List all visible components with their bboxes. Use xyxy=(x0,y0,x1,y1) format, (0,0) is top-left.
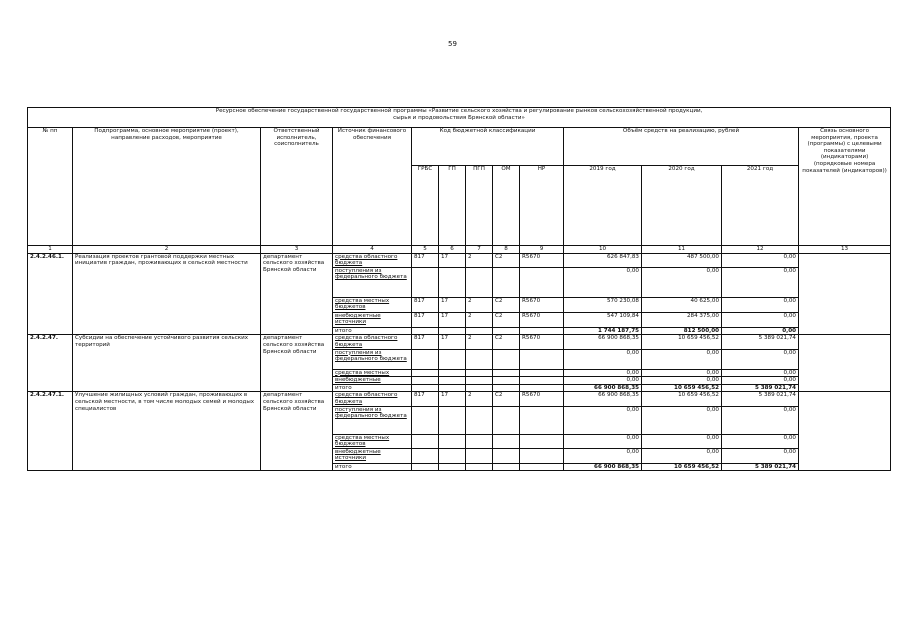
header-link: Связь основного мероприятия, проекта (программы) с целевыми показателями (индикаторами) (порядковые номера показателей (индикаторов)) xyxy=(799,128,891,246)
amount-2020: 10 659 456,52 xyxy=(642,335,722,349)
code-grbs xyxy=(412,369,439,377)
indicator-link xyxy=(799,253,891,335)
resource-table xyxy=(27,107,891,471)
amount-2020: 0,00 xyxy=(642,406,722,434)
code-grbs xyxy=(412,463,439,471)
code-gp: 17 xyxy=(439,312,466,327)
funding-source: средства местных бюджетов xyxy=(333,434,412,448)
indicator-link xyxy=(799,392,891,471)
code-grbs xyxy=(412,434,439,448)
item-name: Субсидии на обеспечение устойчивого развития сельских территорий xyxy=(73,335,261,392)
code-nr: R5670 xyxy=(520,335,564,349)
amount-2021: 0,00 xyxy=(722,377,799,385)
code-nr xyxy=(520,267,564,297)
amount-2019: 0,00 xyxy=(564,369,642,377)
amount-2021: 0,00 xyxy=(722,434,799,448)
code-gp xyxy=(439,448,466,463)
amount-2021: 5 389 021,74 xyxy=(722,463,799,471)
amount-2019: 66 900 868,35 xyxy=(564,392,642,406)
code-pgp xyxy=(466,327,493,335)
code-pgp: 2 xyxy=(466,335,493,349)
page-number: 59 xyxy=(448,40,457,48)
col-number: 11 xyxy=(642,246,722,254)
funding-source: поступления из федерального бюджета xyxy=(333,267,412,297)
amount-2020: 487 500,00 xyxy=(642,253,722,267)
amount-2021: 0,00 xyxy=(722,267,799,297)
amount-2020: 812 500,00 xyxy=(642,327,722,335)
col-number: 12 xyxy=(722,246,799,254)
code-om: С2 xyxy=(493,312,520,327)
code-nr: R5670 xyxy=(520,312,564,327)
amount-2020: 10 659 456,52 xyxy=(642,384,722,392)
code-grbs xyxy=(412,448,439,463)
code-grbs: 817 xyxy=(412,312,439,327)
funding-source: средства местных бюджетов xyxy=(333,297,412,312)
code-pgp xyxy=(466,463,493,471)
item-number: 2.4.2.47.1. xyxy=(28,392,73,471)
item-executor: департамент сельского хозяйства Брянской области xyxy=(261,392,333,471)
code-grbs xyxy=(412,406,439,434)
col-number: 7 xyxy=(466,246,493,254)
code-om xyxy=(493,463,520,471)
header-om: ОМ xyxy=(493,166,520,246)
code-grbs xyxy=(412,384,439,392)
code-gp xyxy=(439,369,466,377)
amount-2021: 0,00 xyxy=(722,406,799,434)
code-om xyxy=(493,349,520,369)
code-gp: 17 xyxy=(439,335,466,349)
code-grbs xyxy=(412,267,439,297)
code-pgp: 2 xyxy=(466,297,493,312)
amount-2019: 0,00 xyxy=(564,448,642,463)
col-number: 3 xyxy=(261,246,333,254)
code-gp xyxy=(439,384,466,392)
code-grbs: 817 xyxy=(412,335,439,349)
col-number: 1 xyxy=(28,246,73,254)
funding-source: итого xyxy=(333,327,412,335)
funding-source: поступления из федерального бюджета xyxy=(333,406,412,434)
code-om xyxy=(493,448,520,463)
table-title xyxy=(28,108,891,128)
amount-2021: 0,00 xyxy=(722,312,799,327)
code-om: С2 xyxy=(493,253,520,267)
code-pgp: 2 xyxy=(466,312,493,327)
code-pgp xyxy=(466,349,493,369)
code-nr: R5670 xyxy=(520,297,564,312)
amount-2019: 66 900 868,35 xyxy=(564,335,642,349)
funding-source: поступления из федерального бюджета xyxy=(333,349,412,369)
amount-2020: 0,00 xyxy=(642,448,722,463)
amount-2019: 0,00 xyxy=(564,377,642,385)
funding-source: итого xyxy=(333,384,412,392)
code-om xyxy=(493,384,520,392)
code-gp: 17 xyxy=(439,392,466,406)
code-pgp xyxy=(466,267,493,297)
item-name: Улучшение жилищных условий граждан, проживающих в сельской местности, в том числе молодых семей и молодых специалистов xyxy=(73,392,261,471)
item-number: 2.4.2.47. xyxy=(28,335,73,392)
amount-2021: 5 389 021,74 xyxy=(722,335,799,349)
header-nr: НР xyxy=(520,166,564,246)
code-grbs: 817 xyxy=(412,297,439,312)
funding-source: средства областного бюджета xyxy=(333,392,412,406)
funding-source: внебюджетные источники xyxy=(333,312,412,327)
code-om xyxy=(493,434,520,448)
code-grbs: 817 xyxy=(412,253,439,267)
code-gp xyxy=(439,349,466,369)
table-row xyxy=(28,335,891,349)
code-pgp xyxy=(466,369,493,377)
code-gp xyxy=(439,377,466,385)
header-exec: Ответственный исполнитель, соисполнитель xyxy=(261,128,333,246)
table-row xyxy=(28,392,891,406)
code-om xyxy=(493,369,520,377)
amount-2021: 0,00 xyxy=(722,349,799,369)
amount-2019: 66 900 868,35 xyxy=(564,384,642,392)
code-pgp: 2 xyxy=(466,253,493,267)
header-grbs: ГРБС xyxy=(412,166,439,246)
code-pgp xyxy=(466,434,493,448)
col-number: 4 xyxy=(333,246,412,254)
indicator-link xyxy=(799,335,891,392)
col-number: 9 xyxy=(520,246,564,254)
code-pgp: 2 xyxy=(466,392,493,406)
header-budget-code: Код бюджетной классификации xyxy=(412,128,564,166)
code-nr xyxy=(520,327,564,335)
amount-2020: 0,00 xyxy=(642,267,722,297)
code-gp xyxy=(439,463,466,471)
code-pgp xyxy=(466,448,493,463)
header-pgp: ПГП xyxy=(466,166,493,246)
code-grbs xyxy=(412,349,439,369)
amount-2020: 0,00 xyxy=(642,377,722,385)
amount-2019: 626 847,83 xyxy=(564,253,642,267)
amount-2021: 5 389 021,74 xyxy=(722,392,799,406)
amount-2020: 40 625,00 xyxy=(642,297,722,312)
code-gp: 17 xyxy=(439,253,466,267)
code-om xyxy=(493,406,520,434)
col-number: 10 xyxy=(564,246,642,254)
header-num: № пп xyxy=(28,128,73,246)
code-pgp xyxy=(466,406,493,434)
amount-2020: 0,00 xyxy=(642,369,722,377)
header-source: Источник финансового обеспечения xyxy=(333,128,412,246)
code-nr xyxy=(520,448,564,463)
funding-source: внебюджетные источники xyxy=(333,448,412,463)
amount-2019: 1 744 187,75 xyxy=(564,327,642,335)
col-number: 13 xyxy=(799,246,891,254)
code-nr: R5670 xyxy=(520,253,564,267)
amount-2021: 0,00 xyxy=(722,369,799,377)
funding-source: средства местных xyxy=(333,369,412,377)
col-number: 8 xyxy=(493,246,520,254)
amount-2019: 570 230,08 xyxy=(564,297,642,312)
amount-2020: 284 375,00 xyxy=(642,312,722,327)
code-om: С2 xyxy=(493,392,520,406)
code-gp xyxy=(439,327,466,335)
code-nr xyxy=(520,377,564,385)
header-volume: Объём средств на реализацию, рублей xyxy=(564,128,799,166)
item-executor: департамент сельского хозяйства Брянской области xyxy=(261,335,333,392)
code-gp: 17 xyxy=(439,297,466,312)
amount-2019: 547 109,84 xyxy=(564,312,642,327)
column-number-row xyxy=(28,246,891,254)
item-name: Реализация проектов грантовой поддержки местных инициатив граждан, проживающих в сельской местности xyxy=(73,253,261,335)
code-nr xyxy=(520,349,564,369)
header-2019: 2019 год xyxy=(564,166,642,246)
amount-2020: 0,00 xyxy=(642,349,722,369)
code-om xyxy=(493,327,520,335)
amount-2020: 10 659 456,52 xyxy=(642,392,722,406)
amount-2021: 0,00 xyxy=(722,327,799,335)
header-name: Подпрограмма, основное мероприятие (проект), направление расходов, мероприятие xyxy=(73,128,261,246)
amount-2019: 0,00 xyxy=(564,267,642,297)
code-grbs xyxy=(412,327,439,335)
funding-source: итого xyxy=(333,463,412,471)
amount-2021: 0,00 xyxy=(722,297,799,312)
header-2021: 2021 год xyxy=(722,166,799,246)
code-pgp xyxy=(466,384,493,392)
header-gp: ГП xyxy=(439,166,466,246)
code-pgp xyxy=(466,377,493,385)
code-om: С2 xyxy=(493,297,520,312)
code-grbs: 817 xyxy=(412,392,439,406)
table-title-line2: сырья и продовольствия Брянской области» xyxy=(393,114,525,121)
code-om: С2 xyxy=(493,335,520,349)
amount-2020: 10 659 456,52 xyxy=(642,463,722,471)
item-number: 2.4.2.46.1. xyxy=(28,253,73,335)
amount-2020: 0,00 xyxy=(642,434,722,448)
code-grbs xyxy=(412,377,439,385)
amount-2021: 0,00 xyxy=(722,448,799,463)
amount-2021: 5 389 021,74 xyxy=(722,384,799,392)
funding-source: внебюджетные xyxy=(333,377,412,385)
amount-2019: 0,00 xyxy=(564,406,642,434)
code-nr xyxy=(520,369,564,377)
code-nr xyxy=(520,434,564,448)
resource-table-sheet xyxy=(27,107,890,471)
funding-source: средства областного бюджета xyxy=(333,253,412,267)
col-number: 6 xyxy=(439,246,466,254)
table-title-line1: Ресурсное обеспечение государственной государственной программы «Развитие сельского хозяйства и регулирование рынков сельскохозяйственной продукции, xyxy=(215,108,703,114)
code-gp xyxy=(439,434,466,448)
code-gp xyxy=(439,406,466,434)
amount-2019: 0,00 xyxy=(564,349,642,369)
code-nr: R5670 xyxy=(520,392,564,406)
code-nr xyxy=(520,463,564,471)
col-number: 2 xyxy=(73,246,261,254)
funding-source: средства областного бюджета xyxy=(333,335,412,349)
col-number: 5 xyxy=(412,246,439,254)
item-executor: департамент сельского хозяйства Брянской области xyxy=(261,253,333,335)
header-2020: 2020 год xyxy=(642,166,722,246)
code-nr xyxy=(520,406,564,434)
amount-2021: 0,00 xyxy=(722,253,799,267)
code-nr xyxy=(520,384,564,392)
code-om xyxy=(493,267,520,297)
code-om xyxy=(493,377,520,385)
table-row xyxy=(28,253,891,267)
code-gp xyxy=(439,267,466,297)
amount-2019: 66 900 868,35 xyxy=(564,463,642,471)
amount-2019: 0,00 xyxy=(564,434,642,448)
